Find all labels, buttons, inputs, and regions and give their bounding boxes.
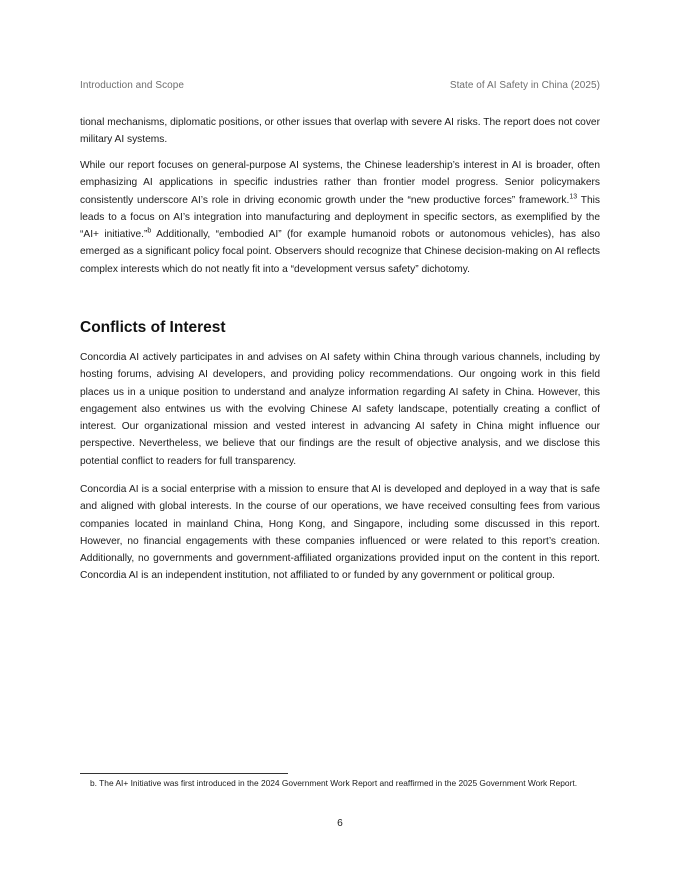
paragraph-conflicts-1: Concordia AI actively participates in and advises on AI safety within China through various channels, including by hosting forums, advising AI developers, and providing policy recommendations. Our ongoing work in this field places us in a unique position to understand and analyze information regarding AI safety in China. However, this engagement also entwines us with the evolving Chinese AI safety landscape, potentially creating a conflict of interest. Our organizational mission and vested interest in advancing AI safety in China might influence our perspective. Nevertheless, we believe that our findings are the result of objective analysis, and we disclose this potential conflict to readers for full transparency. [80,352,600,467]
page-number: 6 [337,818,343,829]
running-header [80,80,600,94]
header-section-title: Introduction and Scope [80,80,184,91]
footnote-divider [80,773,288,774]
footnote-text: The AI+ Initiative was first introduced in the 2024 Government Work Report and reaffirmed in the 2025 Government Work Report. [97,778,578,788]
section-heading: Conflicts of Interest [80,319,226,336]
footnote-b [80,777,600,790]
header-document-title: State of AI Safety in China (2025) [449,80,600,91]
footnote-marker: b. [90,778,97,788]
footnote-ref-b[interactable]: b [147,227,152,235]
paragraph-continuation: tional mechanisms, diplomatic positions, or other issues that overlap with severe AI risks. The report does not cover military AI systems. [80,117,600,146]
paragraph-ai-focus [80,157,600,278]
footnote-ref-13[interactable]: 13 [569,193,578,201]
paragraph-ai-focus-text-c: Additionally, “embodied AI” (for example humanoid robots or autonomous vehicles), has also emerged as a significant policy focal point. Observers should recognize that Chinese decision-making on AI reflects complex interests which do not neatly fit into a “development versus safety” dichotomy. [80,229,601,275]
paragraph-ai-focus-text-b: This leads to a focus on AI’s integration into manufacturing and deployment in specific sectors, as exemplified by the “AI+ initiative.” [80,194,600,241]
paragraph-ai-focus-text-a: While our report focuses on general-purpose AI systems, the Chinese leadership’s interest in AI is broader, often emphasizing AI applications in specific industries rather than frontier model progress. Senior policymakers consistently underscore AI’s role in driving economic growth under the “new productive forces” framework. [80,160,600,206]
paragraph-conflicts-2: Concordia AI is a social enterprise with a mission to ensure that AI is developed and deployed in a way that is safe and aligned with global interests. In the course of our operations, we have received consulting fees from various companies located in mainland China, Hong Kong, and Singapore, including some discussed in this report. However, no financial engagements with these companies influenced or were related to this report’s creation. Additionally, no governments and government-affiliated organizations provided input on the content in this report. Concordia AI is an independent institution, not affiliated to or funded by any government or political group. [80,484,600,582]
